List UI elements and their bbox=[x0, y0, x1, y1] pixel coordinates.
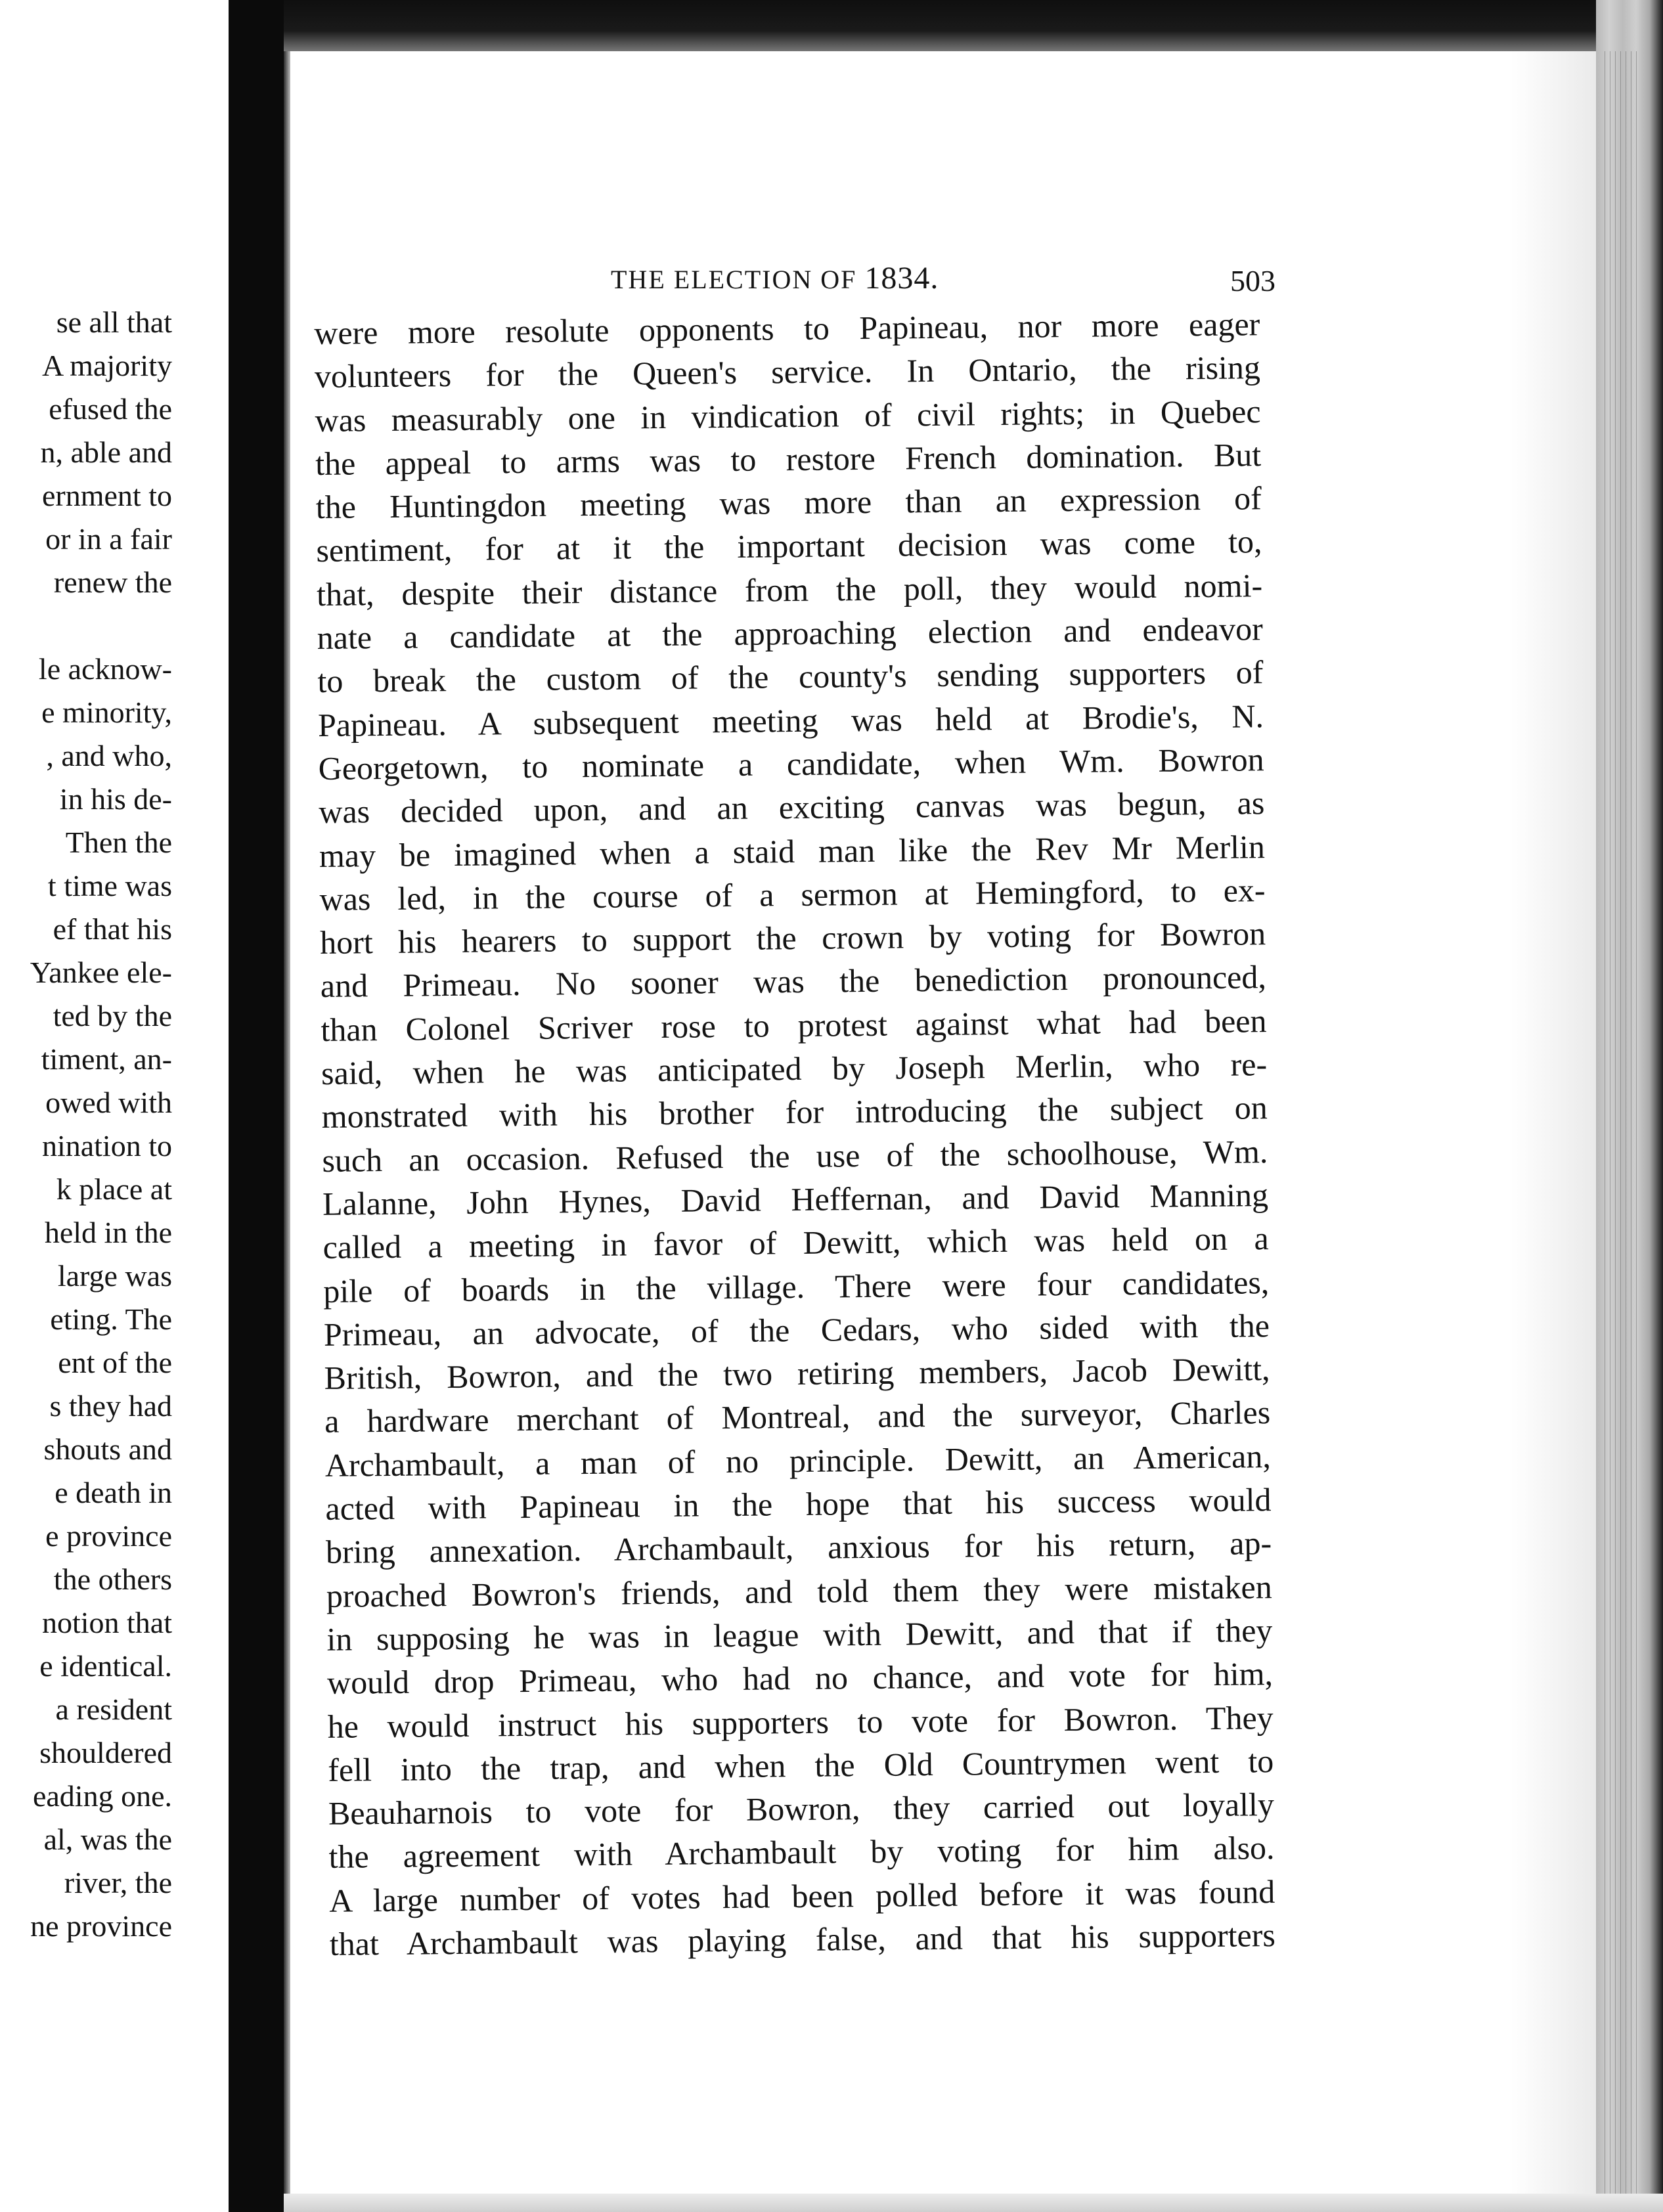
body-text-line: that, despite their distance from the poll, they would nomi- bbox=[316, 566, 1263, 613]
body-text-line: may be imagined when a staid man like the Rev Mr Merlin bbox=[319, 828, 1266, 874]
left-page-line: a resident bbox=[55, 1692, 172, 1726]
body-text-line: to break the custom of the county's sending supporters of bbox=[317, 653, 1264, 700]
left-page-line: ted by the bbox=[53, 999, 172, 1032]
left-page-line: , and who, bbox=[46, 739, 172, 772]
body-text-line: pile of boards in the village. There were four candidates, bbox=[323, 1263, 1270, 1310]
body-text-line: A large number of votes had been polled before it was found bbox=[328, 1872, 1275, 1919]
body-text-line: Beauharnois to vote for Bowron, they carried out loyally bbox=[328, 1786, 1275, 1832]
body-text-line: sentiment, for at it the important decision was come to, bbox=[316, 523, 1262, 569]
left-page-line: ent of the bbox=[58, 1346, 172, 1379]
body-text-line: acted with Papineau in the hope that his success would bbox=[325, 1481, 1272, 1527]
body-text-line: was measurably one in vindication of civil rights; in Quebec bbox=[315, 392, 1261, 439]
running-title-year: 1834. bbox=[864, 261, 939, 296]
body-text-line: Georgetown, to nominate a candidate, when Wm. Bowron bbox=[318, 741, 1264, 787]
body-text-line: hort his hearers to support the crown by voting for Bowron bbox=[319, 915, 1266, 962]
left-page-line: efused the bbox=[49, 392, 172, 426]
scan-bottom-border bbox=[284, 2194, 1663, 2212]
left-page-line: renew the bbox=[53, 565, 172, 599]
left-page-line: in his de- bbox=[59, 782, 172, 816]
left-page-line: le acknow- bbox=[38, 652, 172, 686]
body-text-line: and Primeau. No sooner was the benediction pronounced, bbox=[320, 958, 1267, 1005]
left-page-line: held in the bbox=[44, 1216, 172, 1249]
body-text-line: nate a candidate at the approaching election and endeavor bbox=[317, 610, 1263, 657]
left-page-line: e minority, bbox=[41, 696, 172, 729]
body-text-line: called a meeting in favor of Dewitt, which was held on a bbox=[322, 1220, 1269, 1266]
body-text-line: fell into the trap, and when the Old Countrymen went to bbox=[328, 1742, 1274, 1788]
left-page-line: or in a fair bbox=[45, 522, 172, 556]
left-page-line: eading one. bbox=[32, 1779, 172, 1813]
scan-top-border bbox=[284, 0, 1663, 51]
left-page-line: nination to bbox=[41, 1129, 172, 1162]
body-text-line: in supposing he was in league with Dewitt, and that if they bbox=[326, 1611, 1273, 1658]
left-page-line: n, able and bbox=[40, 435, 172, 469]
page-number: 503 bbox=[1230, 264, 1275, 298]
body-text-line: Lalanne, John Hynes, David Heffernan, and David Manning bbox=[322, 1176, 1269, 1222]
page-curl-shadow bbox=[1511, 51, 1596, 2212]
body-text-line: that Archambault was playing false, and that his supporters bbox=[329, 1916, 1276, 1962]
page-edge-lines bbox=[1600, 51, 1639, 2212]
left-page-line: t time was bbox=[47, 869, 172, 902]
left-page-line: A majority bbox=[41, 349, 172, 382]
left-page-line: k place at bbox=[56, 1172, 172, 1206]
left-page-line: Yankee ele- bbox=[30, 956, 172, 989]
page-gutter-edge bbox=[284, 0, 290, 2212]
left-page-line: timent, an- bbox=[41, 1042, 172, 1076]
left-page-line: owed with bbox=[45, 1086, 172, 1119]
body-text-line: Primeau, an advocate, of the Cedars, who sided with the bbox=[323, 1306, 1270, 1353]
body-text-line: proached Bowron's friends, and told them they were mistaken bbox=[326, 1568, 1272, 1614]
body-text-line: than Colonel Scriver rose to protest against what had been bbox=[321, 1002, 1267, 1048]
left-page-line bbox=[0, 604, 172, 648]
body-text-line: British, Bowron, and the two retiring members, Jacob Dewitt, bbox=[324, 1350, 1270, 1397]
left-page-line: the others bbox=[53, 1562, 172, 1596]
body-text-line: the agreement with Archambault by voting for him also. bbox=[328, 1829, 1275, 1876]
body-text-line: the appeal to arms was to restore French domination. But bbox=[315, 436, 1262, 482]
body-text-line: said, when he was anticipated by Joseph Merlin, who re- bbox=[321, 1046, 1268, 1092]
body-text-line: Archambault, a man of no principle. Dewitt, an American, bbox=[324, 1437, 1272, 1484]
left-page-line: se all that bbox=[56, 305, 172, 339]
left-page-line: large was bbox=[57, 1259, 172, 1293]
body-text-line: volunteers for the Queen's service. In Ontario, the rising bbox=[314, 349, 1261, 395]
body-text-line: was led, in the course of a sermon at Hemingford, to ex- bbox=[319, 871, 1266, 918]
left-page-line: al, was the bbox=[43, 1823, 172, 1856]
left-page-line: river, the bbox=[64, 1866, 172, 1899]
body-text-line: he would instruct his supporters to vote for Bowron. They bbox=[327, 1698, 1274, 1745]
left-page-line: shouts and bbox=[43, 1432, 172, 1466]
body-text-line: would drop Primeau, who had no chance, and vote for him, bbox=[326, 1655, 1274, 1702]
scan-gutter-shadow bbox=[229, 0, 284, 2212]
body-text-line: Papineau. A subsequent meeting was held at Brodie's, N. bbox=[317, 697, 1264, 743]
left-page-line: e identical. bbox=[39, 1649, 172, 1683]
body-text-line: such an occasion. Refused the use of the schoolhouse, Wm. bbox=[322, 1132, 1268, 1179]
left-page-line: ef that his bbox=[53, 912, 172, 946]
left-page-fragment bbox=[0, 301, 172, 1948]
left-page-line: s they had bbox=[49, 1389, 172, 1423]
left-page-line: ernment to bbox=[42, 479, 172, 512]
left-page-line: notion that bbox=[41, 1606, 172, 1639]
body-text-line: monstrated with his brother for introducing the subject on bbox=[321, 1089, 1268, 1136]
left-page-line: ne province bbox=[30, 1909, 172, 1943]
left-page-line: e province bbox=[45, 1519, 172, 1553]
left-page-line: e death in bbox=[55, 1476, 172, 1509]
body-text-line: was decided upon, and an exciting canvas was begun, as bbox=[319, 784, 1265, 831]
left-page-line: eting. The bbox=[50, 1302, 172, 1336]
running-title: THE ELECTION OF bbox=[611, 265, 865, 294]
left-page-line: shouldered bbox=[39, 1736, 172, 1769]
body-text-line: the Huntingdon meeting was more than an expression of bbox=[315, 479, 1262, 526]
body-text-line: bring annexation. Archambault, anxious for his return, ap- bbox=[325, 1524, 1272, 1571]
body-text-line: were more resolute opponents to Papineau, nor more eager bbox=[314, 305, 1260, 351]
running-header bbox=[611, 259, 1307, 298]
page-body-text bbox=[314, 302, 1275, 1966]
body-text-line: a hardware merchant of Montreal, and the surveyor, Charles bbox=[324, 1394, 1271, 1440]
left-page-line: Then the bbox=[65, 826, 172, 859]
